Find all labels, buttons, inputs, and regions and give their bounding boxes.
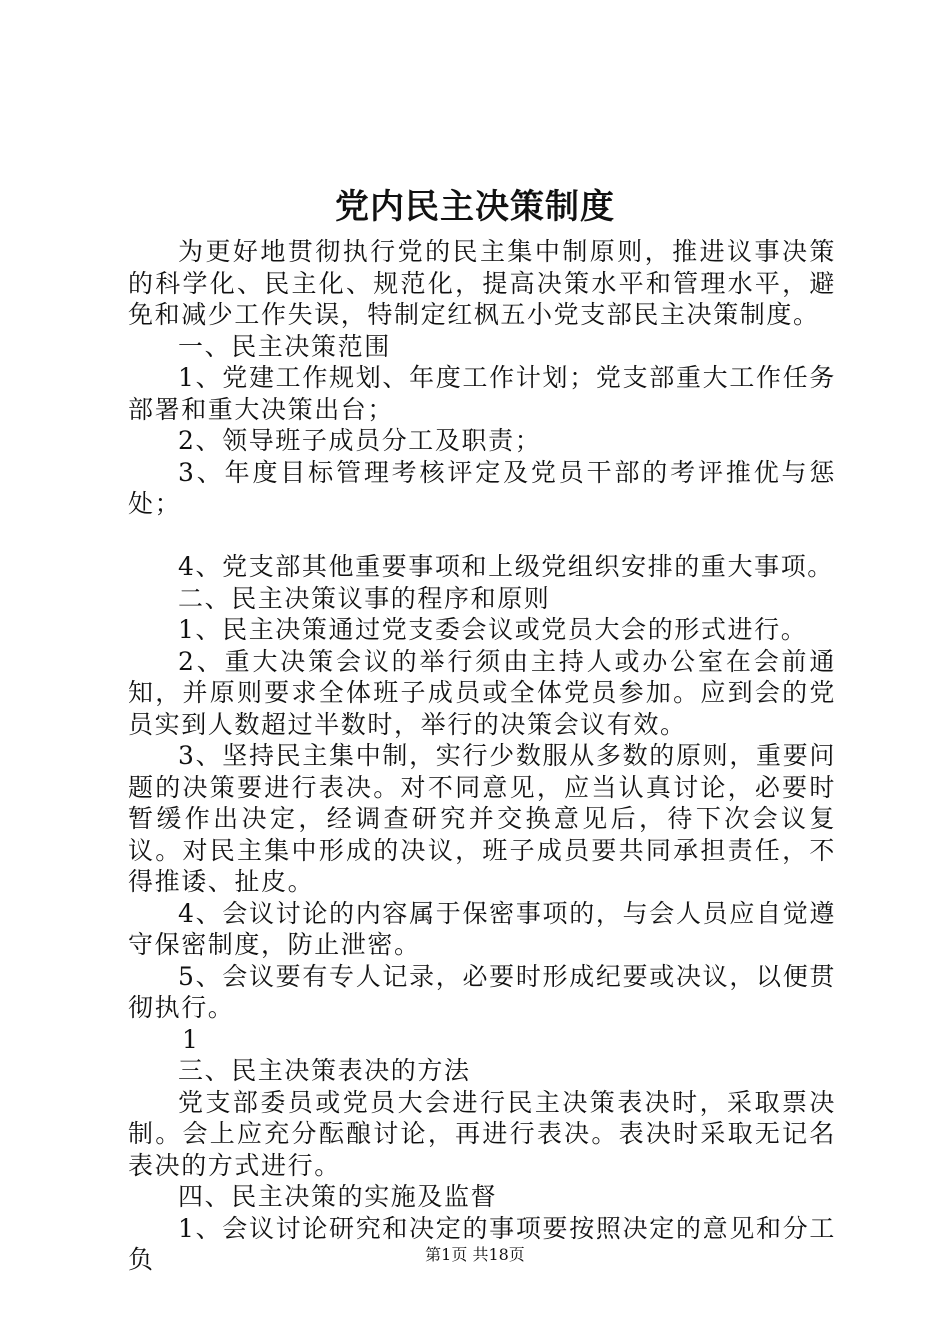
body-paragraph: 党支部委员或党员大会进行民主决策表决时，采取票决制。会上应充分酝酿讨论，再进行表决。表决时采取无记名表决的方式进行。 <box>128 1087 836 1180</box>
inline-page-number: 1 <box>182 1024 198 1054</box>
list-item: 2、领导班子成员分工及职责； <box>178 426 542 455</box>
section-heading-1: 一、民主决策范围 <box>178 331 391 361</box>
list-item: 4、会议讨论的内容属于保密事项的，与会人员应自觉遵守保密制度，防止泄密。 <box>128 898 836 959</box>
section-heading-3: 三、民主决策表决的方法 <box>178 1056 471 1085</box>
page-title: 党内民主决策制度 <box>335 187 615 227</box>
section-heading-4: 四、民主决策的实施及监督 <box>178 1182 498 1211</box>
list-item: 3、年度目标管理考核评定及党员干部的考评推优与惩处； <box>128 457 836 518</box>
list-item: 2、重大决策会议的举行须由主持人或办公室在会前通知，并原则要求全体班子成员或全体党员参加。应到会的党员实到人数超过半数时，举行的决策会议有效。 <box>128 646 836 739</box>
blank-line <box>128 520 836 552</box>
list-item: 1、民主决策通过党支委会议或党员大会的形式进行。 <box>178 615 808 644</box>
list-item: 4、党支部其他重要事项和上级党组织安排的重大事项。 <box>178 552 834 581</box>
list-item: 1、党建工作规划、年度工作计划；党支部重大工作任务部署和重大决策出台； <box>128 363 836 424</box>
list-item: 3、坚持民主集中制，实行少数服从多数的原则，重要问题的决策要进行表决。对不同意见，应当认真讨论，必要时暂缓作出决定，经调查研究并交换意见后，待下次会议复议。对民主集中形成的决议，班子成员要共同承担责任，不得推诿、扯皮。 <box>128 741 836 896</box>
list-item: 5、会议要有专人记录，必要时形成纪要或决议，以便贯彻执行。 <box>128 961 836 1022</box>
list-item: 1、会议讨论研究和决定的事项要按照决定的意见和分工负 <box>128 1213 836 1274</box>
section-heading-2: 二、民主决策议事的程序和原则 <box>178 583 551 613</box>
intro-paragraph: 为更好地贯彻执行党的民主集中制原则，推进议事决策的科学化、民主化、规范化，提高决策水平和管理水平，避免和减少工作失误，特制定红枫五小党支部民主决策制度。 <box>128 237 836 329</box>
document-body <box>128 236 836 1276</box>
page-footer: 第1页 共18页 <box>425 1245 525 1264</box>
